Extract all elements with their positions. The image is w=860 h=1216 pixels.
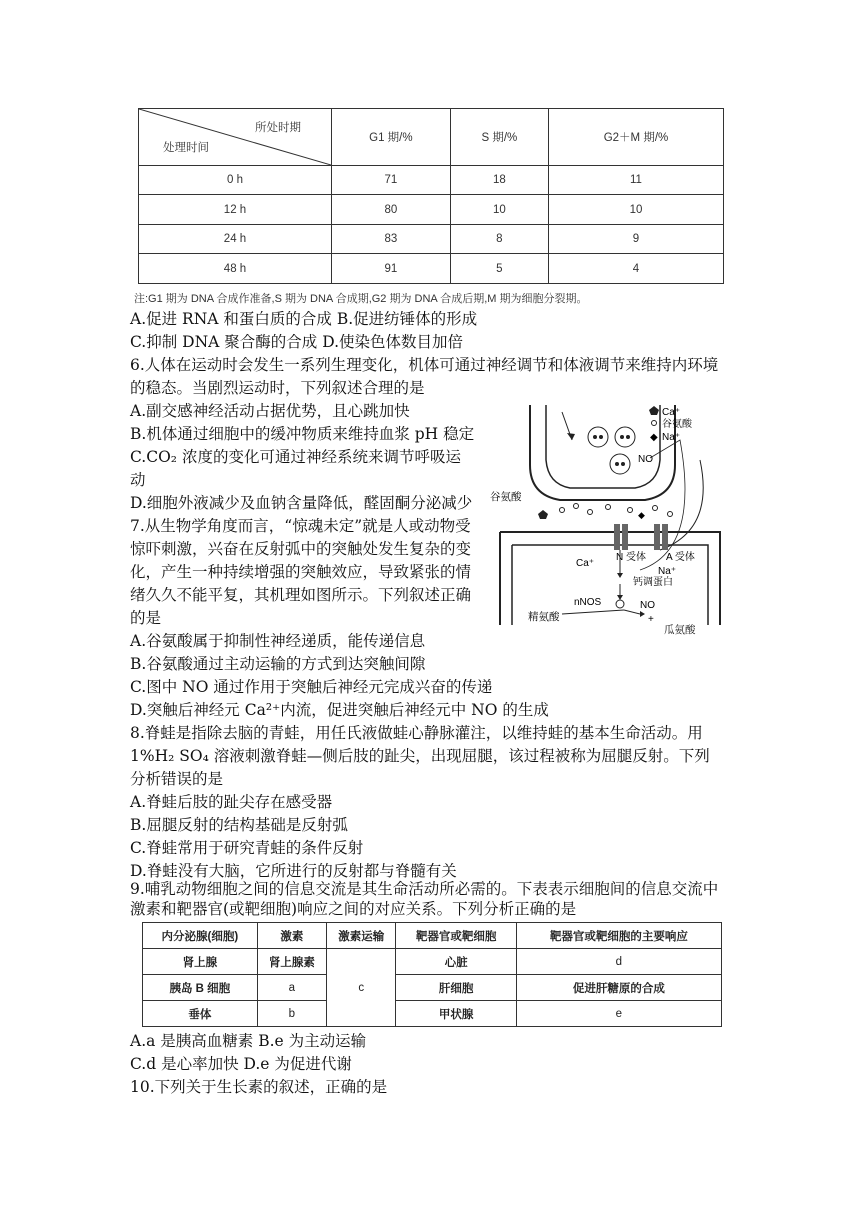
table-row bbox=[139, 195, 724, 225]
g1-cell: 91 bbox=[332, 254, 451, 284]
column-header: S 期/% bbox=[450, 109, 548, 166]
s-cell: 18 bbox=[450, 165, 548, 195]
presynaptic-inner-membrane bbox=[546, 405, 660, 488]
table-row bbox=[139, 224, 724, 254]
arrow-head bbox=[567, 433, 575, 440]
hormone-cell: b bbox=[257, 1001, 326, 1027]
glutamate-legend-icon bbox=[652, 421, 657, 426]
time-cell: 24 h bbox=[139, 224, 332, 254]
table-header-row bbox=[143, 923, 722, 949]
hormone-cell: a bbox=[257, 975, 326, 1001]
vesicle bbox=[610, 454, 630, 474]
legend-na: Na⁺ bbox=[662, 432, 681, 443]
na-ion: ◆ bbox=[638, 510, 645, 520]
target-cell: 肝细胞 bbox=[396, 975, 516, 1001]
response-cell: d bbox=[516, 949, 721, 975]
q5-options-cd: C.抑制 DNA 聚合酶的合成 D.使染色体数目加倍 bbox=[130, 333, 464, 351]
hormone-table bbox=[142, 922, 722, 1027]
q8-option-c: C.脊蛙常用于研究青蛙的条件反射 bbox=[130, 839, 364, 857]
q8-option-d: D.脊蛙没有大脑，它所进行的反射都与脊髓有关 bbox=[130, 862, 457, 880]
n-receptor-label: N 受体 bbox=[616, 552, 646, 563]
hormone-cell: 肾上腺素 bbox=[257, 949, 326, 975]
column-header: 激素运输 bbox=[327, 923, 396, 949]
q7-option-d: D.突触后神经元 Ca²⁺内流，促进突触后神经元中 NO 的生成 bbox=[130, 701, 549, 719]
q6-option-b: B.机体通过细胞中的缓冲物质来维持血浆 pH 稳定 bbox=[130, 425, 475, 443]
calmodulin-label: 钙调蛋白 bbox=[633, 577, 673, 588]
time-cell: 48 h bbox=[139, 254, 332, 284]
g2m-cell: 11 bbox=[548, 165, 723, 195]
table-note: 注:G1 期为 DNA 合成作准备,S 期为 DNA 合成期,G2 期为 DNA 合成后期,M 期为细胞分裂期。 bbox=[134, 293, 588, 305]
q8-stem-line1: 8.脊蛙是指除去脑的青蛙，用任氏液做蛙心静脉灌注，以维持蛙的基本生命活动。用 bbox=[130, 724, 703, 742]
header-top-label: 所处时期 bbox=[255, 122, 301, 134]
presynaptic-membrane bbox=[530, 405, 675, 500]
column-header: 激素 bbox=[257, 923, 326, 949]
q7-stem-line5: 的是 bbox=[130, 609, 162, 627]
q6-option-a: A.副交感神经活动占据优势，且心跳加快 bbox=[130, 402, 410, 420]
q7-option-a: A.谷氨酸属于抑制性神经递质，能传递信息 bbox=[130, 632, 426, 650]
nnos-node bbox=[616, 600, 624, 608]
q7-stem-line3: 化，产生一种持续增强的突触效应，导致紧张的情 bbox=[130, 563, 472, 581]
legend-glutamate: 谷氨酸 bbox=[662, 419, 692, 430]
column-header: 靶器官或靶细胞的主要响应 bbox=[516, 923, 721, 949]
header-left-label: 处理时间 bbox=[163, 141, 209, 154]
na-influx-label: Na⁺ bbox=[658, 566, 677, 577]
vesicle bbox=[588, 427, 608, 447]
q9-options-cd: C.d 是心率加快 D.e 为促进代谢 bbox=[130, 1055, 352, 1073]
a-receptor-channel bbox=[654, 524, 660, 550]
diagonal-header-cell bbox=[139, 109, 332, 166]
g1-cell: 71 bbox=[332, 165, 451, 195]
g1-cell: 83 bbox=[332, 224, 451, 254]
vesicle bbox=[615, 427, 635, 447]
target-cell: 甲状腺 bbox=[396, 1001, 516, 1027]
q5-options-ab: A.促进 RNA 和蛋白质的合成 B.促进纺锤体的形成 bbox=[130, 310, 478, 328]
q8-stem-line3: 分析错误的是 bbox=[130, 770, 224, 788]
q8-option-b: B.屈腿反射的结构基础是反射弧 bbox=[130, 816, 348, 834]
q6-option-c-cont: 动 bbox=[130, 471, 146, 489]
citrulline-label: 瓜氨酸 bbox=[664, 624, 696, 636]
q7-option-c: C.图中 NO 通过作用于突触后神经元完成兴奋的传递 bbox=[130, 678, 493, 696]
column-header: G2＋M 期/% bbox=[548, 109, 723, 166]
table-row bbox=[139, 165, 724, 195]
transport-cell: c bbox=[327, 949, 396, 1027]
column-header: 内分泌腺(细胞) bbox=[143, 923, 258, 949]
nnos-label: nNOS bbox=[574, 597, 602, 608]
ca-influx-label: Ca⁺ bbox=[576, 558, 595, 569]
q10-stem: 10.下列关于生长素的叙述，正确的是 bbox=[130, 1078, 388, 1096]
q9-stem-line1: 9.哺乳动物细胞之间的信息交流是其生命活动所必需的。下表表示细胞间的信息交流中 bbox=[130, 880, 719, 898]
q8-stem-line2: 1%H₂ SO₄ 溶液刺激脊蛙—侧后肢的趾尖，出现屈腿，该过程被称为屈腿反射。下列 bbox=[130, 747, 710, 765]
column-header: G1 期/% bbox=[332, 109, 451, 166]
q7-option-b: B.谷氨酸通过主动运输的方式到达突触间隙 bbox=[130, 655, 426, 673]
s-cell: 8 bbox=[450, 224, 548, 254]
arginine-label: 精氨酸 bbox=[528, 611, 560, 623]
response-cell: e bbox=[516, 1001, 721, 1027]
target-cell: 心脏 bbox=[396, 949, 516, 975]
time-cell: 0 h bbox=[139, 165, 332, 195]
no-top-label: NO bbox=[638, 454, 653, 465]
q7-stem-line1: 7.从生物学角度而言，“惊魂未定”就是人或动物受 bbox=[130, 517, 471, 535]
ca-legend-icon bbox=[649, 406, 659, 415]
table-row bbox=[143, 975, 722, 1001]
g2m-cell: 9 bbox=[548, 224, 723, 254]
a-receptor-label: A 受体 bbox=[666, 552, 695, 563]
g1-cell: 80 bbox=[332, 195, 451, 225]
s-cell: 5 bbox=[450, 254, 548, 284]
no-bottom-label: NO bbox=[640, 600, 655, 611]
table-row bbox=[139, 254, 724, 284]
q6-stem-line1: 6.人体在运动时会发生一系列生理变化，机体可通过神经调节和体液调节来维持内环境 bbox=[130, 356, 719, 374]
response-cell: 促进肝糖原的合成 bbox=[516, 975, 721, 1001]
diagonal-line bbox=[139, 109, 331, 165]
column-header: 靶器官或靶细胞 bbox=[396, 923, 516, 949]
g2m-cell: 10 bbox=[548, 195, 723, 225]
q7-stem-line2: 惊吓刺激，兴奋在反射弧中的突触处发生复杂的变 bbox=[130, 540, 472, 558]
synapse-diagram bbox=[490, 400, 730, 625]
glutamate-label: 谷氨酸 bbox=[490, 491, 522, 503]
time-cell: 12 h bbox=[139, 195, 332, 225]
gland-cell: 肾上腺 bbox=[143, 949, 258, 975]
gland-cell: 垂体 bbox=[143, 1001, 258, 1027]
q9-stem-line2: 激素和靶器官(或靶细胞)响应之间的对应关系。下列分析正确的是 bbox=[130, 900, 577, 918]
q7-stem-line4: 绪久久不能平复，其机理如图所示。下列叙述正确 bbox=[130, 586, 472, 604]
q6-option-c: C.CO₂ 浓度的变化可通过神经系统来调节呼吸运 bbox=[130, 448, 461, 466]
q6-option-d: D.细胞外液减少及血钠含量降低，醛固酮分泌减少 bbox=[130, 494, 473, 512]
plus-sign: + bbox=[648, 614, 654, 625]
q8-option-a: A.脊蛙后肢的趾尖存在感受器 bbox=[130, 793, 333, 811]
q9-options-ab: A.a 是胰高血糖素 B.e 为主动运输 bbox=[130, 1032, 367, 1050]
table-row bbox=[143, 1001, 722, 1027]
cell-cycle-table bbox=[138, 108, 724, 284]
g2m-cell: 4 bbox=[548, 254, 723, 284]
table-row bbox=[143, 949, 722, 975]
ca-ion bbox=[538, 510, 548, 519]
s-cell: 10 bbox=[450, 195, 548, 225]
na-legend-icon: ◆ bbox=[650, 432, 658, 443]
gland-cell: 胰岛 B 细胞 bbox=[143, 975, 258, 1001]
q6-stem-line2: 的稳态。当剧烈运动时，下列叙述合理的是 bbox=[130, 379, 425, 397]
n-receptor-channel bbox=[614, 524, 620, 550]
legend-ca: Ca⁺ bbox=[662, 407, 681, 418]
